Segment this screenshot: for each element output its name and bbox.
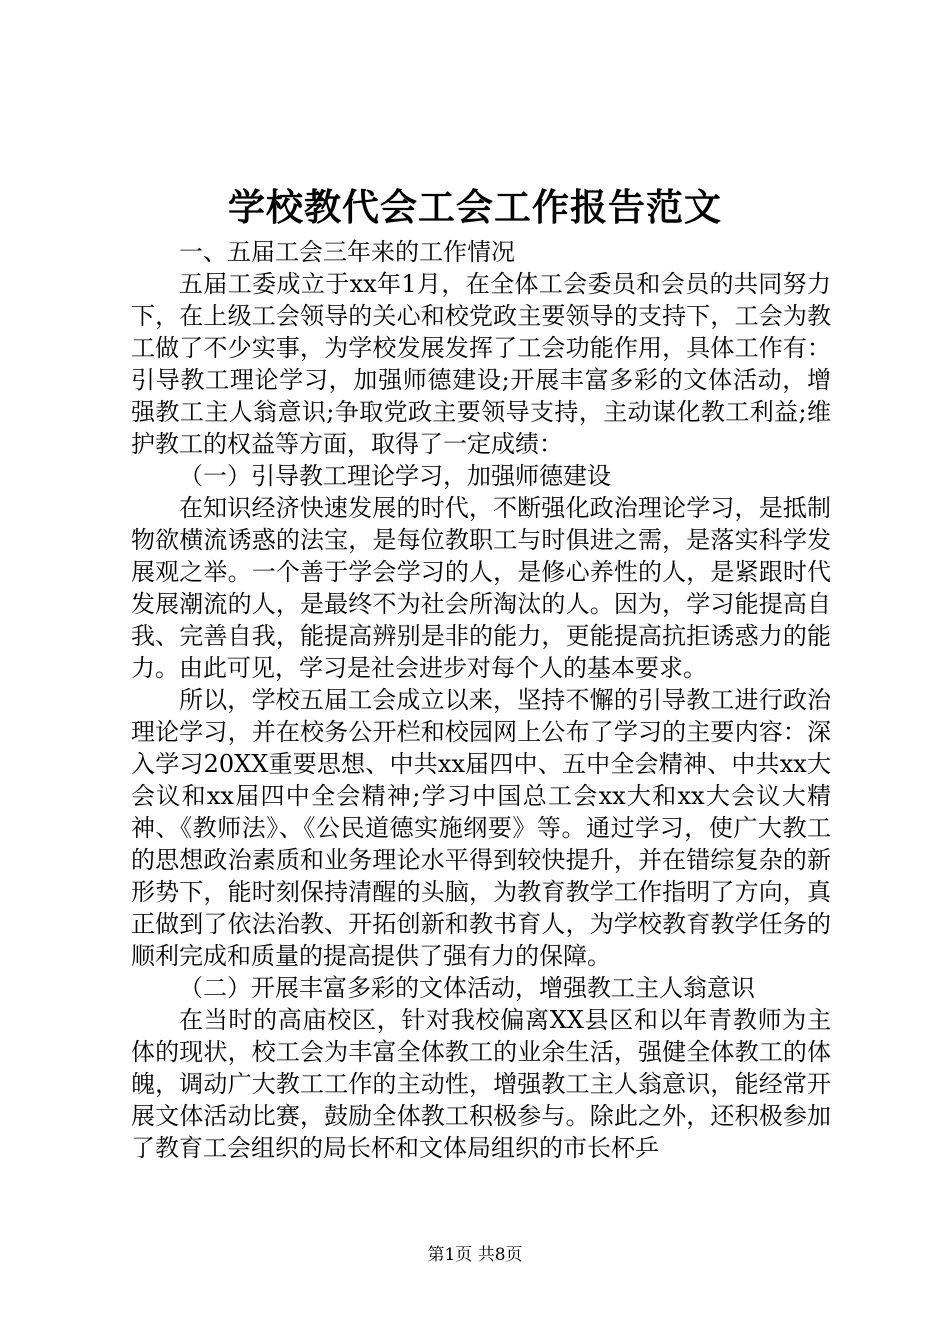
body-paragraph: 所以，学校五届工会成立以来，坚持不懈的引导教工进行政治理论学习，并在校务公开栏和校园网上公布了学习的主要内容：深入学习20XX重要思想、中共xx届四中、五中全会精神、中共xx大会议和xx届四中全会精神;学习中国总工会xx大和xx大会议大精神、《教师法》、《公民道德实施纲要》等。通过学习，使广大教工的思想政治素质和业务理论水平得到较快提升，并在错综复杂的新形势下，能时刻保持清醒的头脑，为教育教学工作指明了方向，真正做到了依法治教、开拓创新和教书育人，为学校教育教学任务的顺利完成和质量的提高提供了强有力的保障。: [131, 686, 831, 970]
body-paragraph: 在知识经济快速发展的时代，不断强化政治理论学习，是抵制物欲横流诱惑的法宝，是每位教职工与时俱进之需，是落实科学发展观之举。一个善于学会学习的人，是修心养性的人，是紧跟时代发展潮流的人，是最终不为社会所淘汰的人。因为，学习能提高自我、完善自我，能提高辨别是非的能力，更能提高抗拒诱惑力的能力。由此可见，学习是社会进步对每个人的基本要求。: [131, 494, 831, 682]
subsection-heading: （二）开展丰富多彩的文体活动，增强教工主人翁意识: [179, 974, 755, 1002]
section-heading: 一、五届工会三年来的工作情况: [179, 238, 515, 266]
document-title: 学校教代会工会工作报告范文: [228, 185, 722, 229]
document-body: [131, 236, 831, 1164]
page-footer: 第1页 共8页: [427, 1245, 523, 1265]
subsection-heading: （一）引导教工理论学习，加强师德建设: [179, 462, 611, 490]
body-paragraph: 五届工委成立于xx年1月，在全体工会委员和会员的共同努力下，在上级工会领导的关心和校党政主要领导的支持下，工会为教工做了不少实事，为学校发展发挥了工会功能作用，具体工作有：引导教工理论学习，加强师德建设;开展丰富多彩的文体活动，增强教工主人翁意识;争取党政主要领导支持，主动谋化教工利益;维护教工的权益等方面，取得了一定成绩：: [131, 270, 831, 458]
body-paragraph: 在当时的高庙校区，针对我校偏离XX县区和以年青教师为主体的现状，校工会为丰富全体教工的业余生活，强健全体教工的体魄，调动广大教工工作的主动性，增强教工主人翁意识，能经常开展文体活动比赛，鼓励全体教工积极参与。除此之外，还积极参加了教育工会组织的局长杯和文体局组织的市长杯乒: [131, 1006, 831, 1162]
